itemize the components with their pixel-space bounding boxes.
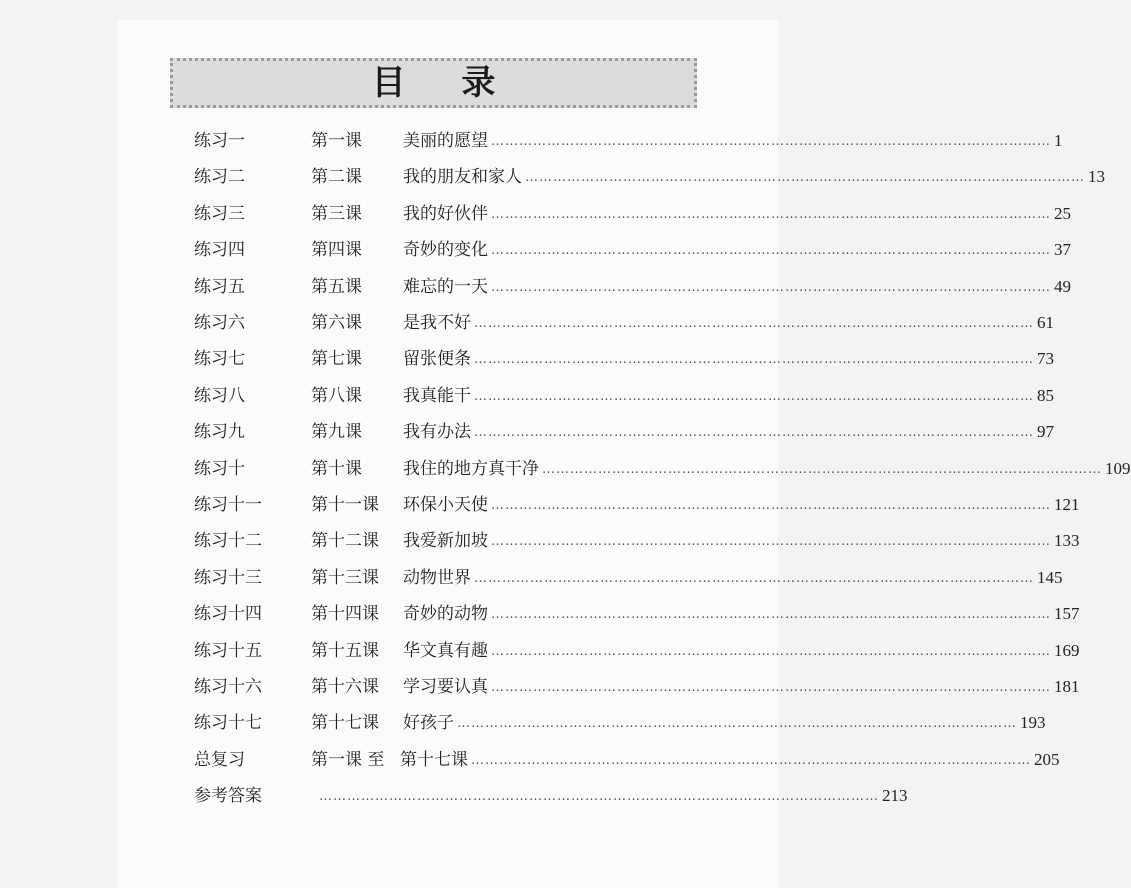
exercise-label: 练习七: [194, 349, 245, 370]
page-number: 61: [1037, 313, 1054, 332]
lesson-title-line: [403, 199, 1071, 231]
lesson-label: 第十一课: [311, 495, 379, 515]
lesson-title-line: [403, 162, 1105, 194]
toc-row[interactable]: [0, 526, 1080, 556]
exercise-label: 练习八: [194, 385, 245, 406]
lesson-label: 第四课: [311, 240, 362, 261]
exercise-label: 练习十六: [194, 677, 262, 697]
toc-row[interactable]: [0, 708, 1046, 738]
dot-leader: …………………………………………………………………………………………………………: [542, 461, 1102, 477]
toc-row-answers[interactable]: [0, 781, 908, 811]
dot-leader: …………………………………………………………………………………………………………: [474, 570, 1034, 586]
toc-row[interactable]: [0, 563, 1063, 593]
lesson-title: 我真能干: [403, 385, 471, 406]
dot-leader: …………………………………………………………………………………………………………: [491, 607, 1051, 623]
exercise-label: 练习四: [194, 240, 245, 261]
page-number: 37: [1054, 240, 1071, 260]
lesson-title-line: [400, 745, 1060, 777]
page-title: 目 录: [371, 63, 518, 103]
lesson-title-line: [403, 708, 1046, 740]
lesson-title: 是我不好: [403, 313, 471, 333]
dot-leader: …………………………………………………………………………………………………………: [474, 425, 1034, 441]
lesson-title: 我住的地方真干净: [403, 458, 539, 479]
page-number: 73: [1037, 349, 1054, 369]
exercise-label: 练习十一: [194, 495, 262, 515]
toc-row[interactable]: [0, 235, 1071, 265]
exercise-label: 练习五: [194, 276, 245, 297]
lesson-title-line: [403, 563, 1063, 595]
page-number: 205: [1034, 749, 1060, 769]
answers-leader: [316, 781, 908, 813]
lesson-title: 我的好伙伴: [403, 203, 488, 224]
lesson-label: 第十六课: [311, 677, 379, 697]
toc-row[interactable]: [0, 636, 1080, 666]
exercise-label: 练习二: [194, 167, 245, 188]
lesson-title-line: [403, 672, 1080, 704]
dot-leader: …………………………………………………………………………………………………………: [457, 716, 1017, 732]
dot-leader: …………………………………………………………………………………………………………: [491, 243, 1051, 259]
lesson-label: 第十五课: [311, 640, 379, 661]
exercise-label: 练习九: [194, 422, 245, 443]
lesson-title-line: [403, 490, 1080, 522]
toc-row[interactable]: [0, 162, 1105, 192]
lesson-title-line: [403, 636, 1080, 668]
dot-leader: …………………………………………………………………………………………………………: [474, 388, 1034, 404]
page-number: 145: [1037, 567, 1063, 587]
dot-leader: …………………………………………………………………………………………………………: [525, 170, 1085, 186]
lesson-label: 第六课: [311, 313, 362, 333]
dot-leader: …………………………………………………………………………………………………………: [491, 498, 1051, 513]
lesson-title-line: [403, 454, 1131, 486]
page-number: 193: [1020, 713, 1046, 733]
toc-row[interactable]: [0, 672, 1080, 702]
lesson-title-line: [403, 272, 1071, 304]
lesson-label: 第一课 至: [311, 749, 385, 770]
page-number: 157: [1054, 604, 1080, 624]
page-number: 169: [1054, 640, 1080, 660]
lesson-title: 我有办法: [403, 422, 471, 443]
lesson-label: 第七课: [311, 349, 362, 370]
lesson-label: 第八课: [311, 385, 362, 406]
dot-leader: …………………………………………………………………………………………………………: [491, 643, 1051, 659]
exercise-label: 练习十三: [194, 567, 262, 588]
lesson-title-line: [403, 381, 1054, 413]
lesson-title: 奇妙的动物: [403, 604, 488, 625]
dot-leader: …………………………………………………………………………………………………………: [474, 352, 1034, 368]
exercise-label: 总复习: [194, 749, 245, 770]
toc-row[interactable]: [0, 381, 1054, 411]
page-number: 181: [1054, 677, 1080, 696]
lesson-title: 我的朋友和家人: [403, 167, 522, 188]
page-number: 1: [1054, 131, 1063, 150]
page-number: 13: [1088, 167, 1105, 187]
toc-row[interactable]: [0, 454, 1131, 484]
toc-row[interactable]: [0, 308, 1054, 338]
lesson-title-line: [403, 308, 1054, 340]
lesson-label: 第十课: [311, 458, 362, 479]
page-number: 49: [1054, 276, 1071, 296]
lesson-title-line: [403, 417, 1054, 449]
exercise-label: 练习十七: [194, 713, 262, 734]
page-number: 25: [1054, 203, 1071, 223]
lesson-label: 第十三课: [311, 567, 379, 588]
dot-leader: …………………………………………………………………………………………………………: [491, 206, 1051, 222]
exercise-label: 练习三: [194, 203, 245, 224]
dot-leader: …………………………………………………………………………………………………………: [474, 316, 1034, 331]
lesson-title-line: [403, 526, 1080, 558]
exercise-label: 练习十二: [194, 531, 262, 552]
page-number: 213: [882, 786, 908, 806]
lesson-title: 我爱新加坡: [403, 531, 488, 552]
lesson-title: 美丽的愿望: [403, 131, 488, 151]
lesson-label: 第五课: [311, 276, 362, 297]
lesson-label: 第一课: [311, 131, 362, 151]
lesson-title-line: [403, 599, 1080, 631]
lesson-title: 难忘的一天: [403, 276, 488, 297]
toc-row[interactable]: [0, 599, 1080, 629]
lesson-title-line: [403, 235, 1071, 267]
page-number: 85: [1037, 385, 1054, 405]
lesson-title: 留张便条: [403, 349, 471, 370]
dot-leader: …………………………………………………………………………………………………………: [491, 680, 1051, 695]
exercise-label: 练习十四: [194, 604, 262, 625]
toc-row[interactable]: [0, 417, 1054, 447]
lesson-label: 第十二课: [311, 531, 379, 552]
page-number: 109: [1105, 458, 1131, 478]
answers-label: 参考答案: [194, 786, 262, 807]
lesson-title: 奇妙的变化: [403, 240, 488, 261]
toc-row[interactable]: [0, 272, 1071, 302]
toc-row[interactable]: [0, 745, 1060, 775]
lesson-label: 第九课: [311, 422, 362, 443]
exercise-label: 练习六: [194, 313, 245, 333]
dot-leader: …………………………………………………………………………………………………………: [319, 789, 879, 805]
toc-row[interactable]: [0, 126, 1063, 156]
lesson-title-line: [403, 126, 1063, 158]
lesson-title: 学习要认真: [403, 677, 488, 697]
lesson-title: 动物世界: [403, 567, 471, 588]
dot-leader: …………………………………………………………………………………………………………: [491, 534, 1051, 550]
exercise-label: 练习十: [194, 458, 245, 479]
lesson-title: 第十七课: [400, 749, 468, 770]
page-number: 121: [1054, 495, 1080, 514]
toc-row[interactable]: [0, 490, 1080, 520]
exercise-label: 练习一: [194, 131, 245, 151]
lesson-title: 环保小天使: [403, 495, 488, 515]
lesson-label: 第十七课: [311, 713, 379, 734]
toc-row[interactable]: [0, 199, 1071, 229]
exercise-label: 练习十五: [194, 640, 262, 661]
toc-row[interactable]: [0, 344, 1054, 374]
dot-leader: …………………………………………………………………………………………………………: [491, 279, 1051, 295]
dot-leader: …………………………………………………………………………………………………………: [471, 752, 1031, 768]
lesson-label: 第三课: [311, 203, 362, 224]
page-number: 97: [1037, 422, 1054, 442]
dot-leader: …………………………………………………………………………………………………………: [491, 134, 1051, 149]
lesson-label: 第二课: [311, 167, 362, 188]
lesson-label: 第十四课: [311, 604, 379, 625]
lesson-title: 华文真有趣: [403, 640, 488, 661]
lesson-title-line: [403, 344, 1054, 376]
page-number: 133: [1054, 531, 1080, 551]
lesson-title: 好孩子: [403, 713, 454, 734]
toc-heading-box: [170, 58, 697, 108]
